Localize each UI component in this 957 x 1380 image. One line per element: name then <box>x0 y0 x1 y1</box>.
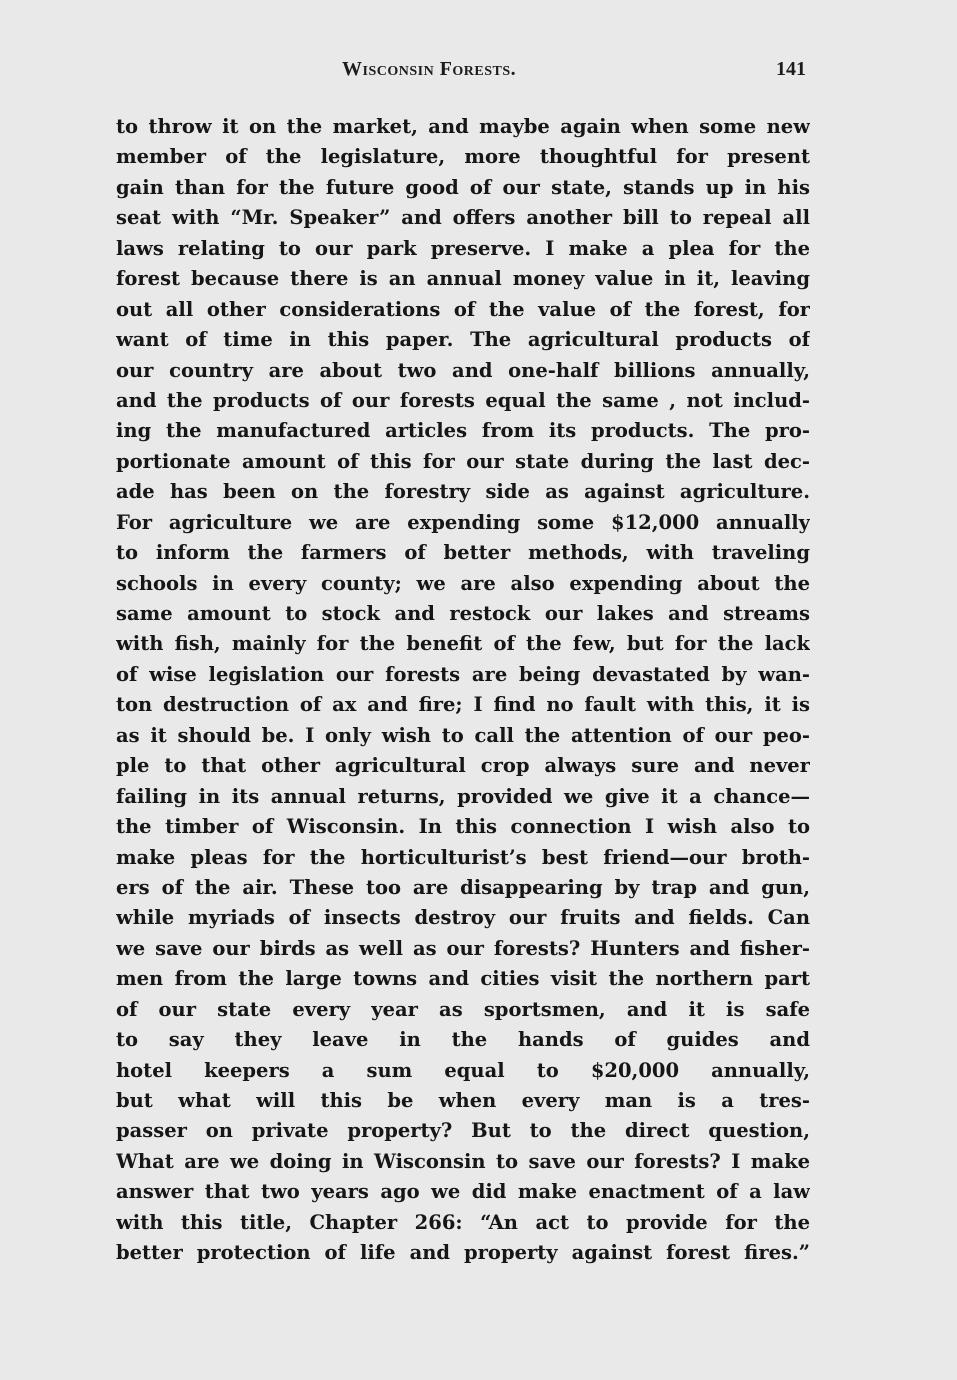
body-text <box>116 112 810 1269</box>
text-line: portionate amount of this for our state during the last dec- <box>116 449 810 473</box>
text-line: while myriads of insects destroy our fruits and fields. Can <box>116 906 810 930</box>
text-line: schools in every county; we are also expending about the <box>116 571 810 595</box>
text-line: with fish, mainly for the benefit of the few, but for the lack <box>116 632 810 656</box>
text-line: passer on private property? But to the direct question, <box>116 1119 810 1143</box>
text-line: our country are about two and one-half billions annually, <box>116 358 810 382</box>
text-line: same amount to stock and restock our lakes and streams <box>116 602 810 625</box>
text-line: to say they leave in the hands of guides and <box>116 1028 810 1052</box>
text-line: men from the large towns and cities visit the northern part <box>116 967 810 991</box>
text-line: better protection of life and property against forest fires.” <box>116 1241 810 1265</box>
text-line: out all other considerations of the value of the forest, for <box>116 297 810 321</box>
text-line: want of time in this paper. The agricultural products of <box>116 328 810 352</box>
page-number: 141 <box>776 58 806 80</box>
page-header <box>116 58 806 88</box>
text-line: member of the legislature, more thoughtful for present <box>116 145 810 169</box>
text-line: with this title, Chapter 266: “An act to provide for the <box>116 1210 810 1234</box>
text-line: we save our birds as well as our forests? Hunters and fisher- <box>116 936 810 960</box>
text-line: failing in its annual returns, provided we give it a chance— <box>116 784 810 808</box>
text-line: make pleas for the horticulturist’s best friend—our broth- <box>116 845 810 869</box>
text-line: ing the manufactured articles from its products. The pro- <box>116 419 810 443</box>
text-line: seat with “Mr. Speaker” and offers another bill to repeal all <box>116 206 810 230</box>
text-line: the timber of Wisconsin. In this connection I wish also to <box>116 815 810 839</box>
text-line: as it should be. I only wish to call the attention of our peo- <box>116 723 810 747</box>
text-line: but what will this be when every man is a tres- <box>116 1089 810 1112</box>
running-title: Wisconsin Forests. <box>342 58 517 80</box>
text-line: ple to that other agricultural crop always sure and never <box>116 754 810 778</box>
text-line: answer that two years ago we did make enactment of a law <box>116 1180 810 1204</box>
text-line: and the products of our forests equal the same , not includ- <box>116 388 810 412</box>
text-line: ton destruction of ax and fire; I find no fault with this, it is <box>116 693 810 717</box>
text-line: to inform the farmers of better methods, with traveling <box>116 541 810 565</box>
text-line: to throw it on the market, and maybe again when some new <box>116 115 810 138</box>
text-line: of wise legislation our forests are being devastated by wan- <box>116 662 810 686</box>
text-line: ers of the air. These too are disappearing by trap and gun, <box>116 875 810 899</box>
text-line: ade has been on the forestry side as against agriculture. <box>116 480 810 504</box>
text-line: For agriculture we are expending some $12,000 annually <box>116 510 810 534</box>
text-line: gain than for the future good of our state, stands up in his <box>116 175 810 199</box>
text-line: of our state every year as sportsmen, and it is safe <box>116 997 810 1021</box>
text-line: hotel keepers a sum equal to $20,000 annually, <box>116 1058 810 1082</box>
text-line: laws relating to our park preserve. I make a plea for the <box>116 236 810 260</box>
text-line: forest because there is an annual money value in it, leaving <box>116 267 810 291</box>
text-line: What are we doing in Wisconsin to save our forests? I make <box>116 1149 810 1173</box>
